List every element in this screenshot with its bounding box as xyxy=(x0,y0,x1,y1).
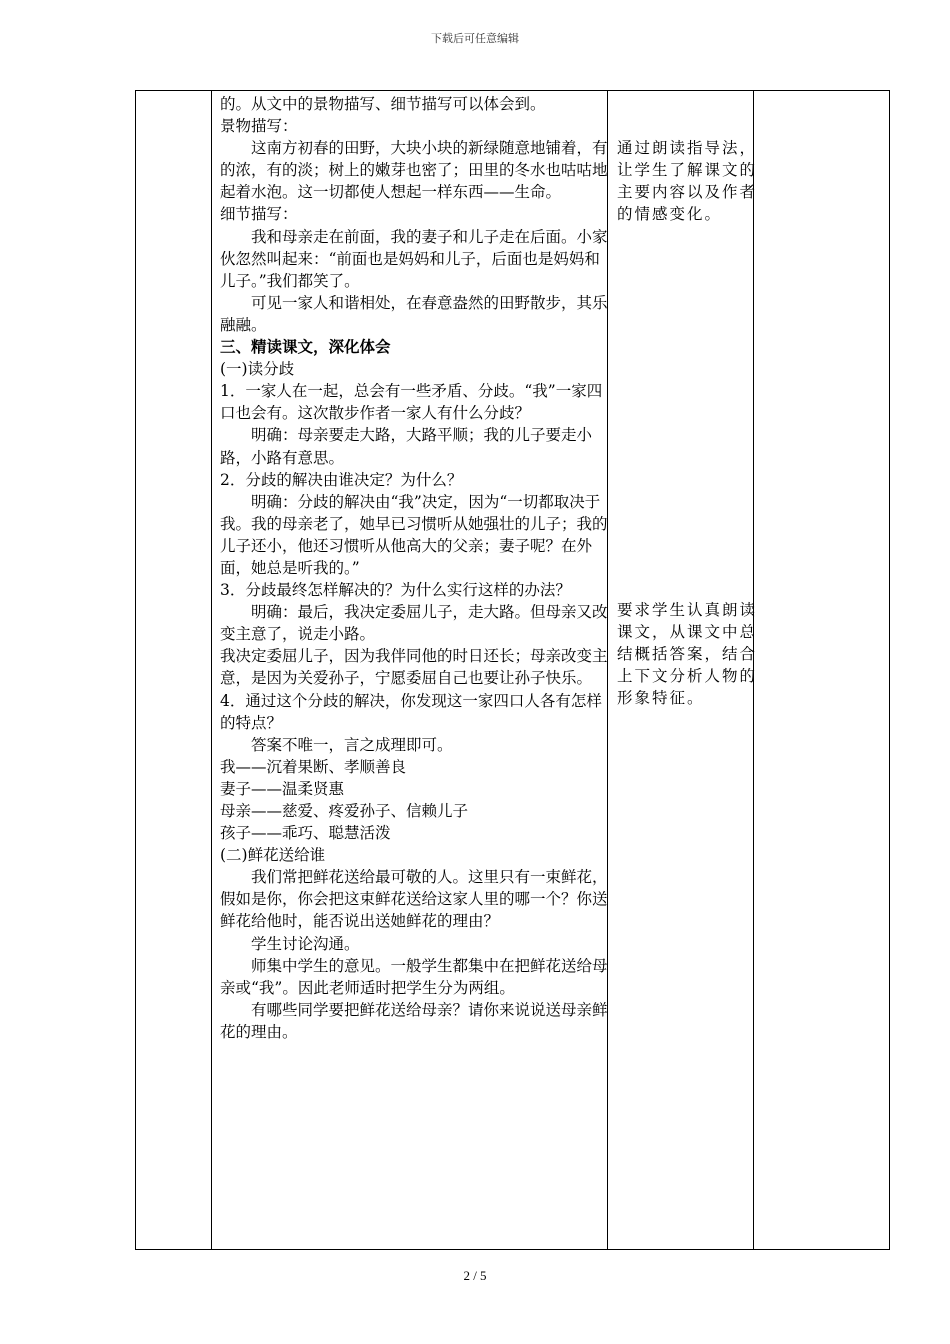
content-paragraph: 孩子——乖巧、聪慧活泼 xyxy=(220,824,391,843)
content-paragraph: 明确：母亲要走大路，大路平顺；我的儿子要走小路，小路有意思。 xyxy=(220,426,593,467)
content-paragraph: 我们常把鲜花送给最可敬的人。这里只有一束鲜花，假如是你，你会把这束鲜花送给这家人里的哪一个？你送鲜花给他时，能否说出送她鲜花的理由？ xyxy=(220,868,608,931)
content-paragraph: 细节描写： xyxy=(220,205,298,224)
design-intent-note: 通过朗读指导法，让学生了解课文的主要内容以及作者的情感变化。 xyxy=(617,139,758,224)
content-paragraph: 母亲——慈爱、疼爱孙子、信赖儿子 xyxy=(220,802,469,820)
content-paragraph: 3．分歧最终怎样解决的？为什么实行这样的办法？ xyxy=(220,581,571,600)
content-paragraph: 我决定委屈儿子，因为我伴同他的时日还长；母亲改变主意，是因为关爱孙子，宁愿委屈自己也要让孙子快乐。 xyxy=(220,647,608,688)
content-paragraph: 我——沉着果断、孝顺善良 xyxy=(220,757,407,776)
page-header: 下载后可任意编辑 xyxy=(431,32,519,45)
content-paragraph: 景物描写： xyxy=(220,117,298,136)
content-paragraph: 明确：最后，我决定委屈儿子，走大路。但母亲又改变主意了，说走小路。 xyxy=(220,603,608,644)
page-number: 2 / 5 xyxy=(463,1268,487,1283)
content-paragraph: 明确：分歧的解决由“我”决定，因为“一切都取决于我。我的母亲老了，她早已习惯听从她强壮的儿子；我的儿子还小，他还习惯听从他高大的父亲；妻子呢？在外面，她总是听我的。” xyxy=(220,492,608,577)
content-paragraph: 学生讨论沟通。 xyxy=(251,934,360,953)
content-paragraph: 师集中学生的意见。一般学生都集中在把鲜花送给母亲或“我”。因此老师适时把学生分为两组。 xyxy=(220,956,608,997)
content-paragraph: 可见一家人和谐相处，在春意盎然的田野散步，其乐融融。 xyxy=(220,293,608,334)
content-paragraph: 4．通过这个分歧的解决，你发现这一家四口人各有怎样的特点？ xyxy=(220,691,602,732)
content-paragraph: 的。从文中的景物描写、细节描写可以体会到。 xyxy=(220,95,546,113)
content-paragraph: 有哪些同学要把鲜花送给母亲？请你来说说送母亲鲜花的理由。 xyxy=(220,1000,608,1041)
content-paragraph: 1．一家人在一起，总会有一些矛盾、分歧。“我”一家四口也会有。这次散步作者一家人有什么分歧？ xyxy=(220,382,603,423)
table-column-divider xyxy=(211,91,212,1249)
teaching-content-cell xyxy=(220,93,610,1043)
content-paragraph: (二)鲜花送给谁 xyxy=(220,846,326,865)
content-paragraph: 2．分歧的解决由谁决定？为什么？ xyxy=(220,470,463,489)
content-paragraph: (一)读分歧 xyxy=(220,360,295,379)
content-paragraph: 妻子——温柔贤惠 xyxy=(220,779,345,798)
section-heading: 三、精读课文，深化体会 xyxy=(220,337,391,357)
content-paragraph: 这南方初春的田野，大块小块的新绿随意地铺着，有的浓，有的淡；树上的嫩芽也密了；田里的冬水也咕咕地起着水泡。这一切都使人想起一样东西——生命。 xyxy=(220,139,608,202)
lesson-table xyxy=(135,90,890,1250)
content-paragraph: 答案不唯一，言之成理即可。 xyxy=(251,735,453,754)
design-intent-note: 要求学生认真朗读课文，从课文中总结概括答案，结合上下文分析人物的形象特征。 xyxy=(617,601,758,708)
content-paragraph: 我和母亲走在前面，我的妻子和儿子走在后面。小家伙忽然叫起来：“前面也是妈妈和儿子，后面也是妈妈和儿子。”我们都笑了。 xyxy=(220,227,608,290)
